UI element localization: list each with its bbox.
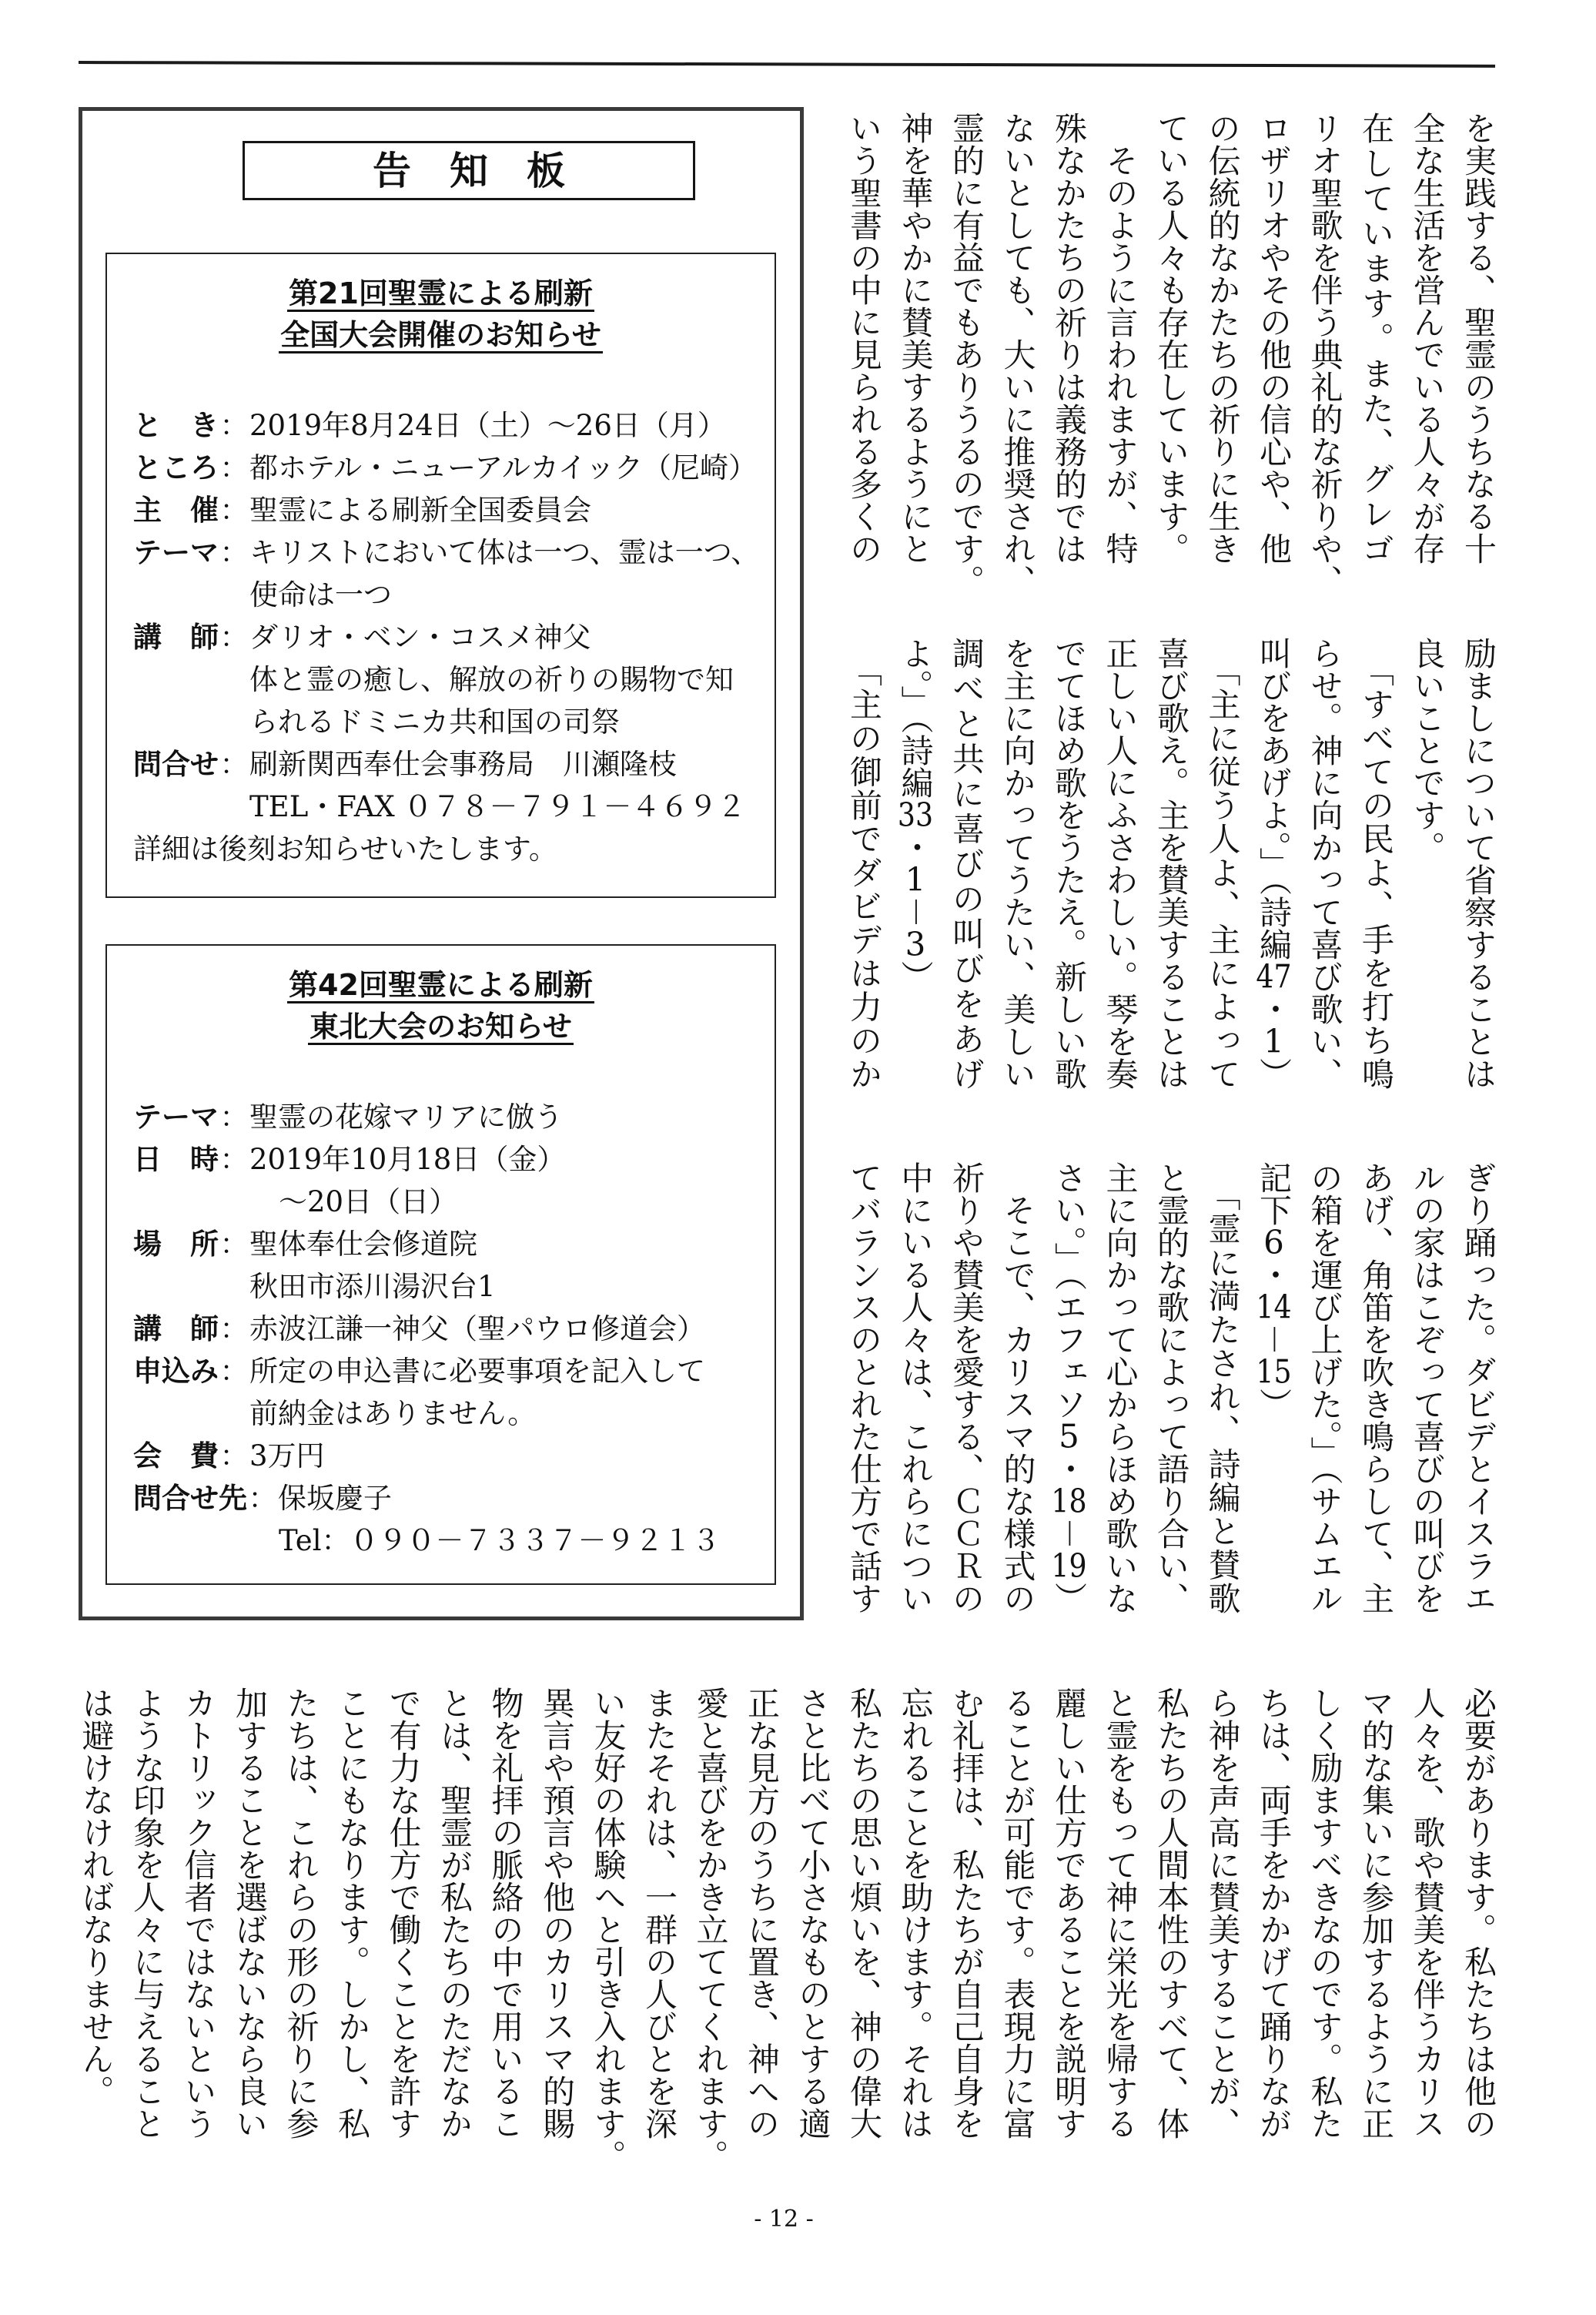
notice-row-theme bbox=[133, 1093, 770, 1135]
article-column: ことにもなります。しかし、私 bbox=[333, 1687, 371, 2139]
article-column: と霊をもって神に栄光を帰する bbox=[1101, 1687, 1139, 2139]
row-label: 場 所 bbox=[133, 1227, 219, 1261]
article-column: 「霊に満たされ、詩編と賛歌 bbox=[1203, 1161, 1242, 1614]
notice-row-application bbox=[133, 1347, 770, 1389]
article-column: 在しています。また、グレゴ bbox=[1357, 112, 1395, 565]
article-tier-2 bbox=[838, 637, 1504, 1090]
article-column: 私たちの人間本性のすべて、体 bbox=[1153, 1687, 1190, 2139]
notice-row-contact bbox=[133, 1474, 770, 1516]
article-column: そのように言われますが、特 bbox=[1101, 112, 1139, 565]
article-column: を主に向かってうたい、美しい bbox=[999, 637, 1037, 1090]
notice-row-contact bbox=[133, 740, 770, 782]
row-separator: ： bbox=[248, 1481, 277, 1515]
row-label: テーマ bbox=[133, 1100, 219, 1134]
row-value: 前納金はありません。 bbox=[249, 1396, 537, 1430]
row-value: 赤波江謙一神父（聖パウロ修道会） bbox=[249, 1312, 705, 1345]
article-column: あげ、角笛を吹き鳴らして、主 bbox=[1357, 1161, 1395, 1614]
article-column: さい。」（エフェソ5・18－19） bbox=[1050, 1161, 1088, 1615]
row-separator: ： bbox=[219, 451, 249, 484]
row-separator: ： bbox=[219, 1142, 249, 1176]
article-column: 調べと共に喜びの叫びをあげ bbox=[948, 637, 985, 1090]
row-value: 秋田市添川湯沢台1 bbox=[249, 1269, 496, 1303]
article-column: を実践する、聖霊のうちなる十 bbox=[1460, 112, 1497, 565]
article-column: 祈りや賛美を愛する、ＣＣＲの bbox=[948, 1161, 985, 1614]
article-column: 加することを選ばないなら良い bbox=[231, 1687, 269, 2139]
notice-row-continuation bbox=[133, 571, 770, 613]
row-separator: ： bbox=[219, 1100, 249, 1134]
row-label: 講 師 bbox=[133, 1312, 219, 1345]
row-value: ダリオ・ベン・コスメ神父 bbox=[249, 620, 591, 654]
row-value: 都ホテル・ニューアルカイック（尼崎） bbox=[249, 451, 757, 484]
article-column: ないとしても、大いに推奨され、 bbox=[999, 112, 1037, 597]
article-column: ロザリオやその他の信心や、他 bbox=[1255, 112, 1293, 565]
article-column: 良いことです。 bbox=[1408, 637, 1447, 863]
notice-row-continuation bbox=[133, 655, 770, 698]
article-column: よ。」（詩編33・1－3） bbox=[896, 637, 935, 993]
notice-row-speaker bbox=[133, 1305, 770, 1347]
article-column: い友好の体験へと引き入れます。 bbox=[589, 1687, 627, 2172]
row-label: テーマ bbox=[133, 535, 219, 569]
notice-details bbox=[133, 1093, 770, 1559]
article-column: そこで、カリスマ的な様式の bbox=[999, 1161, 1037, 1614]
article-column: マ的な集いに参加するように正 bbox=[1357, 1687, 1395, 2139]
numeral: 15 bbox=[1256, 1355, 1292, 1389]
article-column: ルの家はこぞって喜びの叫びを bbox=[1408, 1161, 1447, 1614]
notice-row-continuation bbox=[133, 1178, 770, 1220]
row-value: ～20日（日） bbox=[279, 1184, 458, 1218]
article-column: 物を礼拝の脈絡の中で用いるこ bbox=[487, 1687, 525, 2139]
row-separator: ： bbox=[219, 747, 249, 781]
article-column: 神を華やかに賛美するようにと bbox=[896, 112, 935, 565]
row-label: 問合せ bbox=[133, 747, 219, 781]
article-column: ちは、両手をかかげて踊りなが bbox=[1255, 1687, 1293, 2139]
row-value: 所定の申込書に必要事項を記入して bbox=[249, 1354, 705, 1388]
notice-board bbox=[79, 107, 804, 1620]
article-column: で有力な仕方で働くことを許す bbox=[384, 1687, 423, 2139]
row-label: 会 費 bbox=[133, 1439, 219, 1472]
article-column: カトリック信者ではないという bbox=[179, 1687, 218, 2139]
article-column: ら神を声高に賛美することが、 bbox=[1203, 1687, 1242, 2139]
article-column: いう聖書の中に見られる多くの bbox=[845, 112, 883, 565]
row-value: 聖霊の花嫁マリアに倣う bbox=[249, 1100, 563, 1134]
article-column: 記下6・14－15） bbox=[1255, 1161, 1293, 1421]
article-column: 「すべての民よ、手を打ち鳴 bbox=[1357, 637, 1395, 1090]
numeral: 18 bbox=[1051, 1485, 1087, 1517]
numeral: 6 bbox=[1263, 1226, 1284, 1258]
article-column: らせ。神に向かって喜び歌い、 bbox=[1306, 637, 1344, 1090]
notice-row-phone bbox=[133, 782, 770, 825]
row-separator: ： bbox=[219, 535, 249, 569]
article-column: ような印象を人々に与えること bbox=[129, 1687, 166, 2139]
numeral: 47 bbox=[1256, 960, 1292, 993]
notice-details bbox=[133, 401, 770, 867]
row-label: ところ bbox=[133, 451, 219, 484]
article-column: ている人々も存在しています。 bbox=[1153, 112, 1190, 565]
article-column: 主に向かって心からほめ歌いな bbox=[1101, 1161, 1139, 1614]
header-rule bbox=[79, 61, 1495, 68]
article-column: 必要があります。私たちは他の bbox=[1460, 1687, 1497, 2139]
article-column: 全な生活を営んでいる人々が存 bbox=[1408, 112, 1447, 565]
article-column: たちは、これらの形の祈りに参 bbox=[282, 1687, 320, 2139]
article-column: でてほめ歌をうたえ。新しい歌 bbox=[1050, 637, 1088, 1090]
article-column: は避けなければなりません。 bbox=[77, 1687, 115, 2107]
notice-heading-line: 東北大会のお知らせ bbox=[309, 1009, 572, 1044]
notice-row-address bbox=[133, 1262, 770, 1305]
article-column: 中にいる人々は、これらについ bbox=[896, 1161, 935, 1614]
row-value: 3万円 bbox=[249, 1439, 325, 1472]
notice-row-phone bbox=[133, 1516, 770, 1559]
notice-row-date bbox=[133, 401, 770, 444]
article-column: 人々を、歌や賛美を伴うカリス bbox=[1408, 1687, 1447, 2139]
row-label: 主 催 bbox=[133, 493, 219, 527]
article-column: ることが可能です。表現力に富 bbox=[999, 1687, 1037, 2139]
row-label: 講 師 bbox=[133, 620, 219, 654]
row-value: 2019年10月18日（金） bbox=[249, 1142, 566, 1176]
numeral: 19 bbox=[1051, 1549, 1087, 1583]
row-value: られるドミニカ共和国の司祭 bbox=[249, 705, 620, 739]
article-column: む礼拝は、私たちが自己自身を bbox=[948, 1687, 985, 2139]
board-title: 告知板 bbox=[373, 148, 604, 193]
notice-row-continuation bbox=[133, 1389, 770, 1432]
article-column: と霊的な歌によって語り合い、 bbox=[1153, 1161, 1190, 1614]
page-number: - 12 - bbox=[754, 2206, 814, 2233]
numeral: 1 bbox=[1263, 1025, 1284, 1057]
article-tier-1 bbox=[838, 112, 1504, 597]
article-column: 忘れることを助けます。それは bbox=[896, 1687, 935, 2139]
article-column: 「主の御前でダビデは力のか bbox=[845, 637, 883, 1090]
row-value: 聖体奉仕会修道院 bbox=[249, 1227, 477, 1261]
board-title-box bbox=[243, 141, 695, 200]
notice-heading-line: 全国大会開催のお知らせ bbox=[280, 317, 601, 352]
notice-row-fee bbox=[133, 1432, 770, 1474]
article-column: 殊なかたちの祈りは義務的では bbox=[1050, 112, 1088, 565]
article-column: 異言や預言や他のカリスマ的賜 bbox=[538, 1687, 576, 2139]
row-value: Tel：０９０－７３３７－９２１３ bbox=[279, 1523, 721, 1557]
row-separator: ： bbox=[219, 408, 249, 442]
article-column: 霊的に有益でもありうるのです。 bbox=[948, 112, 985, 597]
notice-heading-line: 第21回聖霊による刷新 bbox=[289, 276, 593, 310]
row-label: と き bbox=[133, 408, 219, 442]
notice-heading bbox=[107, 965, 775, 1048]
row-label: 日 時 bbox=[133, 1142, 219, 1176]
row-separator: ： bbox=[219, 1227, 249, 1261]
notice-row-continuation bbox=[133, 698, 770, 740]
article-column: 麗しい仕方であることを説明す bbox=[1050, 1687, 1088, 2139]
row-value: 刷新関西奉仕会事務局 川瀬隆枝 bbox=[249, 747, 677, 781]
article-tier-4 bbox=[70, 1687, 1504, 2172]
row-value: 使命は一つ bbox=[249, 578, 392, 611]
row-separator: ： bbox=[219, 1439, 249, 1472]
row-label: 申込み bbox=[133, 1354, 219, 1388]
article-column: リオ聖歌を伴う典礼的な祈りや、 bbox=[1306, 112, 1344, 597]
numeral: 14 bbox=[1256, 1291, 1292, 1323]
article-column: 励ましについて省察することは bbox=[1460, 637, 1497, 1090]
numeral: 1 bbox=[905, 863, 926, 896]
notice-footnote bbox=[133, 825, 770, 867]
numeral: 33 bbox=[897, 799, 934, 831]
row-value: キリストにおいて体は一つ、霊は一つ、 bbox=[249, 535, 760, 569]
article-column: てバランスのとれた仕方で話す bbox=[845, 1161, 883, 1614]
article-column: 正な見方のうちに置き、神への bbox=[743, 1687, 781, 2139]
article-column: 正しい人にふさわしい。琴を奏 bbox=[1101, 637, 1139, 1090]
notice-tohoku-convention bbox=[105, 944, 776, 1585]
notice-row-theme bbox=[133, 528, 770, 571]
row-separator: ： bbox=[219, 1312, 249, 1345]
notice-row-organizer bbox=[133, 486, 770, 528]
article-column: 「主に従う人よ、主によって bbox=[1203, 637, 1242, 1090]
notice-heading-line: 第42回聖霊による刷新 bbox=[289, 967, 593, 1002]
notice-row-venue bbox=[133, 1220, 770, 1262]
article-column: 愛と喜びをかき立ててくれます。 bbox=[691, 1687, 730, 2172]
article-column: またそれは、一群の人びとを深 bbox=[641, 1687, 678, 2139]
row-value: 体と霊の癒し、解放の祈りの賜物で知 bbox=[249, 662, 734, 696]
row-separator: ： bbox=[219, 493, 249, 527]
footnote-text: 詳細は後刻お知らせいたします。 bbox=[133, 832, 557, 866]
numeral: 3 bbox=[905, 928, 926, 961]
article-column: さと比べて小さなものとする適 bbox=[794, 1687, 832, 2139]
notice-row-date bbox=[133, 1135, 770, 1178]
row-separator: ： bbox=[219, 620, 249, 654]
row-value: TEL・FAX ０７８－７９１－４６９２ bbox=[249, 789, 746, 823]
article-column: とは、聖霊が私たちのただなか bbox=[436, 1687, 473, 2139]
notice-heading bbox=[107, 273, 775, 357]
numeral: 5 bbox=[1059, 1420, 1079, 1452]
article-column: の箱を運び上げた。」（サムエル bbox=[1306, 1161, 1344, 1614]
row-label: 問合せ先 bbox=[133, 1481, 247, 1515]
notice-national-convention bbox=[105, 253, 776, 898]
notice-row-venue bbox=[133, 444, 770, 486]
row-value: 2019年8月24日（土）～26日（月） bbox=[249, 408, 726, 442]
article-column: 叫びをあげよ。」（詩編47・1） bbox=[1255, 637, 1293, 1090]
article-column: の伝統的なかたちの祈りに生き bbox=[1203, 112, 1242, 565]
row-value: 聖霊による刷新全国委員会 bbox=[249, 493, 591, 527]
article-column: 喜び歌え。主を賛美することは bbox=[1153, 637, 1190, 1090]
row-value: 保坂慶子 bbox=[278, 1481, 392, 1515]
notice-row-speaker bbox=[133, 613, 770, 655]
article-column: 私たちの思い煩いを、神の偉大 bbox=[845, 1687, 883, 2139]
article-column: ぎり踊った。ダビデとイスラエ bbox=[1460, 1161, 1497, 1614]
article-tier-3 bbox=[838, 1161, 1504, 1614]
row-separator: ： bbox=[219, 1354, 249, 1388]
article-column: しく励ますべきなのです。私た bbox=[1306, 1687, 1344, 2139]
